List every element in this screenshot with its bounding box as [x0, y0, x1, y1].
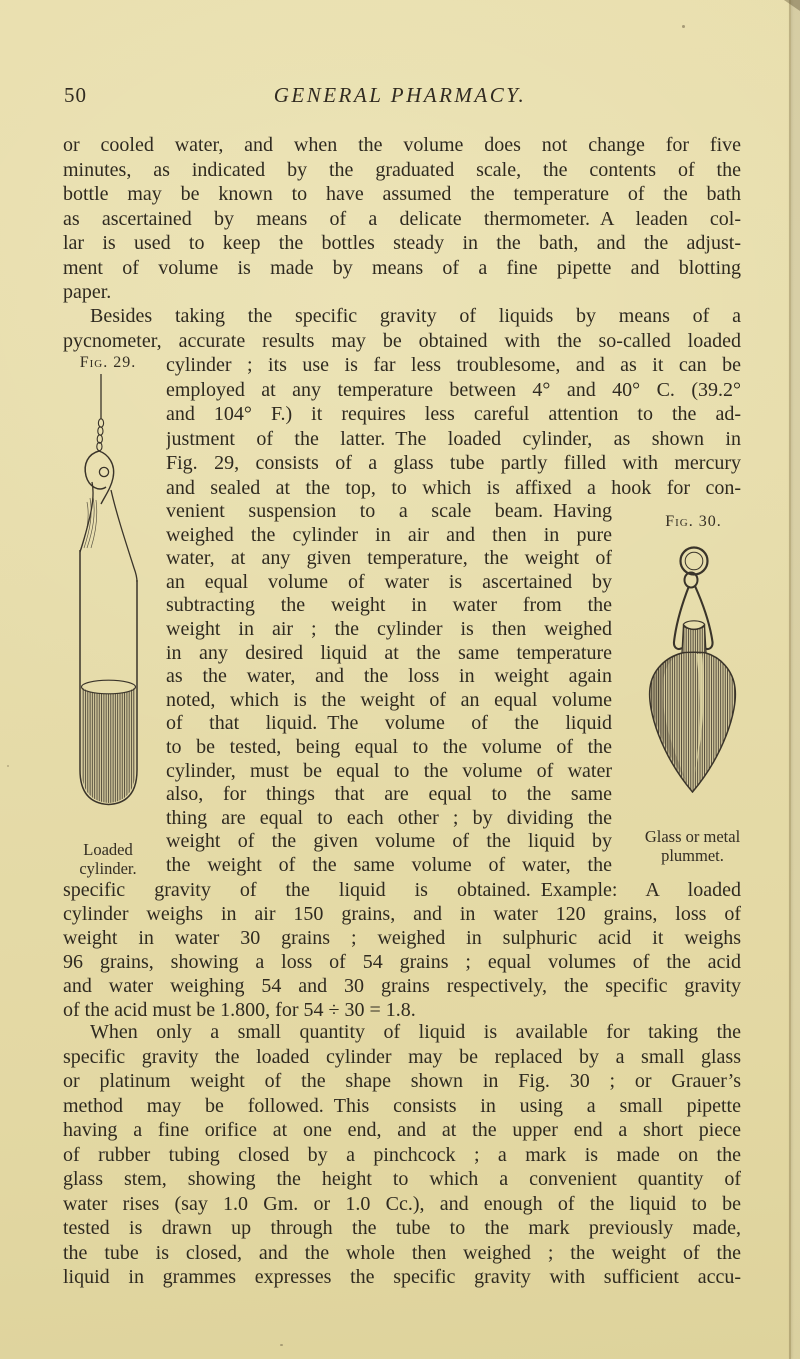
glass-hook — [80, 451, 137, 582]
text-line: weight in air ; the cylinder is then weighed — [166, 617, 612, 640]
text-line: method may be followed. This consists in using a small pipette — [63, 1094, 741, 1117]
text-line: pycnometer, accurate results may be obtained with the so-called loaded — [63, 329, 741, 352]
text-line: bottle may be known to have assumed the temperature of the bath — [63, 183, 741, 205]
text-line: minutes, as indicated by the graduated scale, the contents of the — [63, 158, 741, 181]
neck-top — [683, 621, 704, 629]
text-line: and sealed at the top, to which is affixed a hook for con- — [166, 476, 741, 499]
text-line: liquid in grammes expresses the specific gravity with sufficient accu- — [63, 1266, 741, 1288]
text-line: thing are equal to each other ; by dividing the — [166, 806, 612, 829]
text-line: of rubber tubing closed by a pinchcock ; a mark is made on the — [63, 1143, 741, 1166]
paragraph-2-closing — [63, 878, 741, 1022]
figure-30-label: Fig. 30. — [665, 513, 722, 530]
text-line: water, at any given temperature, the weight of — [166, 547, 612, 570]
text-line: When only a small quantity of liquid is available for taking the — [90, 1021, 741, 1043]
text-line: also, for things that are equal to the same — [166, 783, 612, 806]
text-line: cylinder ; its use is far less troublesome, and as it can be — [166, 354, 741, 376]
paragraph-2-wrap-narrow — [166, 500, 612, 878]
caption-line: Glass or metal — [644, 827, 741, 846]
text-line: of the acid must be 1.800, for 54 ÷ 30 = 1.8. — [63, 999, 416, 1021]
text-line: cylinder, must be equal to the volume of water — [166, 759, 612, 782]
text-line: the tube is closed, and the whole then weighed ; the weight of the — [63, 1241, 741, 1264]
text-line: weight in water 30 grains ; weighed in sulphuric acid it weighs — [63, 927, 741, 949]
text-line: specific gravity the loaded cylinder may be replaced by a small glass — [63, 1045, 741, 1068]
text-line: justment of the latter. The loaded cylinder, as shown in — [166, 427, 741, 450]
text-line: or cooled water, and when the volume does not change for five — [63, 134, 741, 156]
text-line: as the water, and the loss in weight again — [166, 665, 612, 688]
text-line: as ascertained by means of a delicate thermometer. A leaden col- — [63, 207, 741, 230]
caption-line: cylinder. — [79, 858, 137, 878]
mercury-fill — [82, 687, 136, 803]
text-line: of that liquid. The volume of the liquid — [166, 712, 612, 735]
caption-line: plummet. — [661, 845, 724, 865]
text-line: 96 grains, showing a loss of 54 grains ; equal volumes of the acid — [63, 951, 741, 973]
text-line: ment of volume is made by means of a fine pipette and blotting — [63, 256, 741, 279]
text-line: having a fine orifice at one end, and at the upper end a short piece — [63, 1119, 741, 1141]
text-line: subtracting the weight in water from the — [166, 594, 612, 617]
text-line: tested is drawn up through the tube to the mark previously made, — [63, 1217, 741, 1239]
paper-speck — [682, 25, 685, 28]
text-line: Besides taking the specific gravity of liquids by means of a — [90, 305, 741, 327]
figure-29-caption — [56, 841, 160, 878]
figure-29-label: Fig. 29. — [79, 354, 137, 371]
text-line: and water weighing 54 and 30 grains respectively, the specific gravity — [63, 975, 741, 997]
paragraph-3 — [63, 1020, 741, 1290]
text-line: weighed the cylinder in air and then in pure — [166, 523, 612, 546]
running-title: GENERAL PHARMACY. — [273, 83, 527, 107]
text-line: venient suspension to a scale beam. Having — [166, 500, 612, 522]
text-line: or platinum weight of the shape shown in Fig. 30 ; or Grauer’s — [63, 1070, 741, 1092]
text-line: water rises (say 1.0 Gm. or 1.0 Cc.), and enough of the liquid to be — [63, 1192, 741, 1215]
paper-speck — [7, 765, 9, 767]
mercury-surface — [82, 680, 136, 694]
paragraph-2-opening — [63, 304, 741, 353]
hanging-ring — [681, 548, 708, 588]
text-line: an equal volume of water is ascertained by — [166, 570, 612, 593]
paragraph-1 — [63, 133, 741, 305]
text-line: lar is used to keep the bottles steady in the bath, and the adjust- — [63, 232, 741, 254]
text-line: noted, which is the weight of an equal volume — [166, 688, 612, 711]
text-line: glass stem, showing the height to which a convenient quantity of — [63, 1168, 741, 1190]
text-line: Fig. 29, consists of a glass tube partly filled with mercury — [166, 452, 741, 474]
page-edge — [791, 0, 800, 1359]
plummet-illustration — [630, 540, 755, 805]
text-line: in any desired liquid at the same temperature — [166, 641, 612, 664]
text-line: specific gravity of the liquid is obtained. Example: A loaded — [63, 879, 741, 901]
paragraph-2-wrap-wide — [166, 353, 741, 500]
page-number: 50 — [64, 83, 87, 107]
caption-line: Loaded — [83, 840, 133, 859]
chain-links — [97, 419, 104, 451]
text-line: weight of the given volume of the liquid by — [166, 830, 612, 853]
corner-shadow — [784, 0, 800, 11]
text-line: to be tested, being equal to the volume of the — [166, 735, 612, 758]
text-line: employed at any temperature between 4° and 40° C. (39.2° — [166, 378, 741, 401]
text-line: the weight of the same volume of water, the — [166, 853, 612, 876]
loaded-cylinder-illustration — [50, 372, 165, 822]
text-line: paper. — [63, 281, 112, 303]
text-line: and 104° F.) it requires less careful attention to the ad- — [166, 403, 741, 425]
text-line: cylinder weighs in air 150 grains, and in water 120 grains, loss of — [63, 903, 741, 925]
figure-30-caption — [620, 828, 765, 865]
paper-speck — [280, 1344, 283, 1346]
